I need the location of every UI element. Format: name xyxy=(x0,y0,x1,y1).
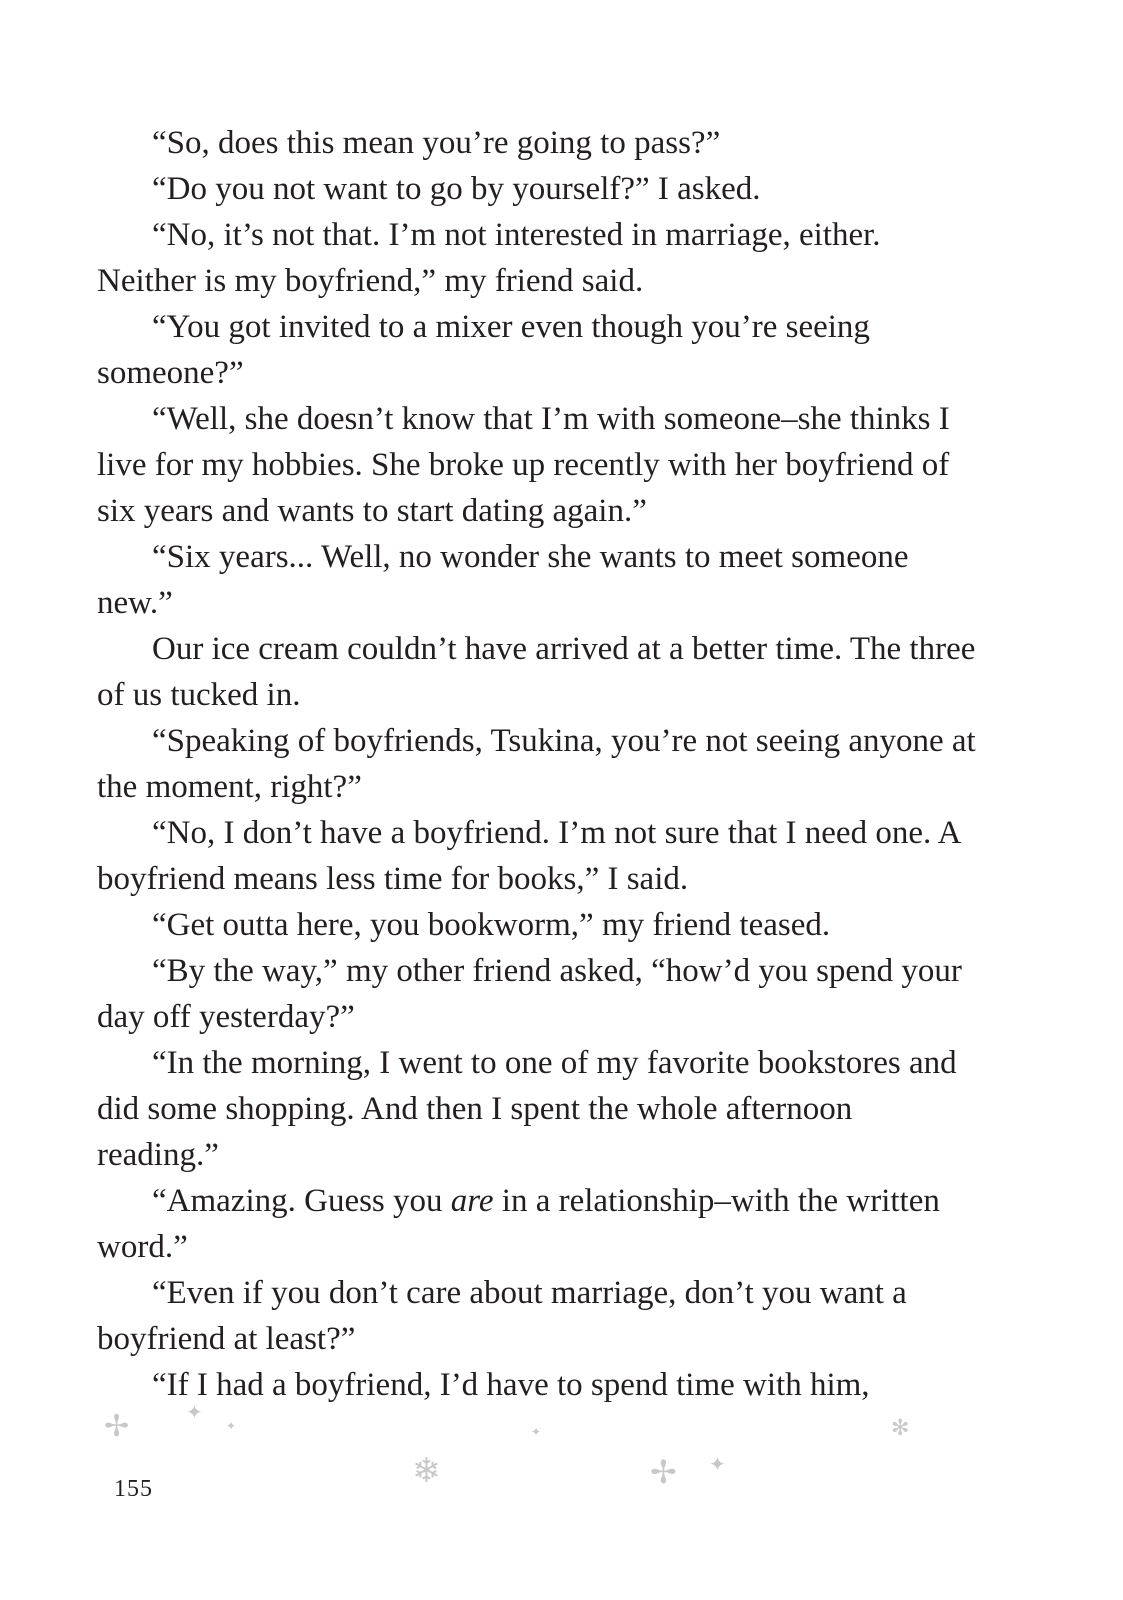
paragraph: “If I had a boyfriend, I’d have to spend time with him, xyxy=(152,1367,870,1403)
paragraph: “You got invited to a mixer even though you’re seeing someone?” xyxy=(97,309,879,391)
paragraph: “Do you not want to go by yourself?” I asked. xyxy=(152,171,761,207)
diamond-star-icon: ✦ xyxy=(709,1452,726,1476)
diamond-star-icon: ✦ xyxy=(186,1400,203,1424)
cross-star-icon: ✢ xyxy=(650,1453,677,1491)
paragraph: “Even if you don’t care about marriage, don’t you want a boyfriend at least?” xyxy=(97,1275,916,1357)
paragraph: “Well, she doesn’t know that I’m with someone–she thinks I live for my hobbies. She broke up recently with her boyfriend of six years and wants to start dating again.” xyxy=(97,401,959,529)
paragraph: “By the way,” my other friend asked, “how’d you spend your day off yesterday?” xyxy=(97,953,971,1035)
cross-star-icon: ✢ xyxy=(104,1409,130,1444)
paragraph: “Get outta here, you bookworm,” my friend teased. xyxy=(152,907,831,943)
diamond-star-icon: ✦ xyxy=(531,1425,542,1439)
paragraph-with-emphasis xyxy=(97,1178,977,1270)
paragraph: “No, it’s not that. I’m not interested in marriage, either. Neither is my boyfriend,” my friend said. xyxy=(97,217,889,299)
snowflake-icon: ✻ xyxy=(891,1416,910,1441)
paragraph: “Six years... Well, no wonder she wants to meet someone new.” xyxy=(97,539,917,621)
snowflake-icon: ❄ xyxy=(412,1451,441,1491)
paragraph: Our ice cream couldn’t have arrived at a better time. The three of us tucked in. xyxy=(97,631,984,713)
paragraph: “No, I don’t have a boyfriend. I’m not sure that I need one. A boyfriend means less time for books,” I said. xyxy=(97,815,968,897)
emphasized-word: are xyxy=(450,1183,494,1219)
paragraph: “In the morning, I went to one of my favorite bookstores and did some shopping. And then I spent the whole afternoon reading.” xyxy=(97,1045,965,1173)
body-text xyxy=(97,120,984,1408)
paragraph: “So, does this mean you’re going to pass?” xyxy=(152,125,721,161)
diamond-star-icon: ✦ xyxy=(226,1419,237,1433)
page-number: 155 xyxy=(114,1476,153,1502)
paragraph: “Speaking of boyfriends, Tsukina, you’re not seeing anyone at the moment, right?” xyxy=(97,723,984,805)
text-before-emphasis: “Amazing. Guess you xyxy=(152,1183,451,1219)
text-after-emphasis: in a relationship–with the written word.” xyxy=(97,1183,949,1265)
